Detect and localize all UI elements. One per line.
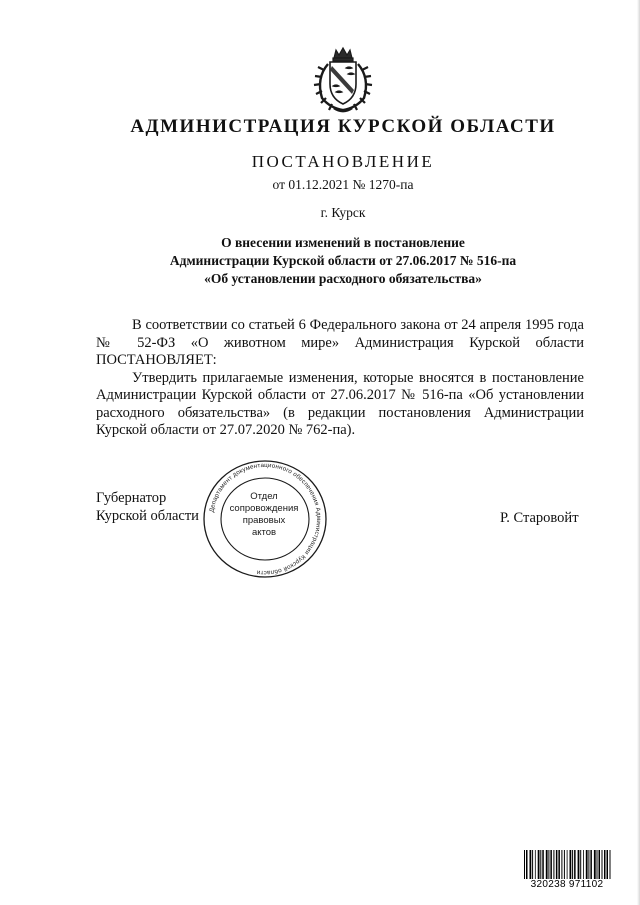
barcode-bars xyxy=(522,850,612,879)
barcode-bar xyxy=(583,850,584,879)
barcode-bar xyxy=(556,850,558,879)
barcode-bar xyxy=(530,850,532,879)
document-body xyxy=(96,317,584,440)
barcode xyxy=(522,850,612,892)
stamp-line: сопровождения xyxy=(229,503,299,514)
barcode-bar xyxy=(597,850,598,879)
barcode-bar xyxy=(548,850,549,879)
barcode-bar xyxy=(588,850,589,879)
barcode-bar xyxy=(610,850,611,879)
barcode-bar xyxy=(599,850,601,879)
document-city: г. Курск xyxy=(320,205,366,220)
barcode-bar xyxy=(604,850,606,879)
barcode-bar xyxy=(572,850,573,879)
stamp-line: правовых xyxy=(242,515,286,526)
barcode-bar xyxy=(558,850,560,879)
barcode-bar xyxy=(602,850,603,879)
signatory-position-line: Губернатор xyxy=(96,490,167,506)
barcode-bar xyxy=(594,850,596,879)
barcode-bar xyxy=(564,850,565,879)
stamp-center-text xyxy=(222,491,306,539)
subject-line: Администрации Курской области от 27.06.2017 № 516-па xyxy=(169,253,517,268)
subject-line: О внесении изменений в постановление xyxy=(221,235,465,250)
barcode-bar xyxy=(524,850,525,879)
barcode-bar xyxy=(578,850,580,879)
barcode-bar xyxy=(526,850,528,879)
barcode-bar xyxy=(580,850,581,879)
signatory-position-line: Курской области xyxy=(96,508,199,524)
stamp-line: актов xyxy=(251,527,277,538)
barcode-bar xyxy=(542,850,544,879)
signatory-position xyxy=(96,489,199,525)
barcode-bar xyxy=(561,850,562,879)
barcode-bar xyxy=(550,850,552,879)
body-paragraph: Утвердить прилагаемые изменения, которые вносятся в постановление Администрации Курской области от 27.06.2017 № 516-па «Об установлении расходного обязательства» (в редакции постановления Администрации Курской области от 27.07.2020 № 762-па). xyxy=(96,369,584,438)
signatory-name: Р. Старовойт xyxy=(500,510,579,526)
coat-of-arms-icon xyxy=(306,44,380,114)
document-type: ПОСТАНОВЛЕНИЕ xyxy=(251,152,435,171)
barcode-bar xyxy=(590,850,592,879)
barcode-bar xyxy=(540,850,541,879)
subject-line: «Об установлении расходного обязательства» xyxy=(204,271,482,286)
barcode-bar xyxy=(553,850,554,879)
barcode-bar xyxy=(538,850,540,879)
barcode-bar xyxy=(567,850,568,879)
stamp-ring-text: Департамент документационного обеспечения Администрации Курской области xyxy=(208,461,323,577)
body-paragraph: В соответствии со статьей 6 Федерального закона от 24 апреля 1995 года № 52-ФЗ «О животном мире» Администрация Курской области ПОСТАНОВЛЯЕТ: xyxy=(96,317,584,368)
barcode-bar xyxy=(574,850,576,879)
stamp-line: Отдел xyxy=(250,491,278,502)
barcode-bar xyxy=(607,850,609,879)
barcode-number: 320238 971102 xyxy=(530,879,604,890)
document-date-number: от 01.12.2021 № 1270-па xyxy=(272,177,414,192)
barcode-bar xyxy=(586,850,588,879)
barcode-bar xyxy=(546,850,548,879)
barcode-bar xyxy=(532,850,533,879)
barcode-bar xyxy=(570,850,572,879)
document-subject xyxy=(0,234,640,288)
barcode-bar xyxy=(535,850,536,879)
organization-title: АДМИНИСТРАЦИЯ КУРСКОЙ ОБЛАСТИ xyxy=(130,116,556,137)
